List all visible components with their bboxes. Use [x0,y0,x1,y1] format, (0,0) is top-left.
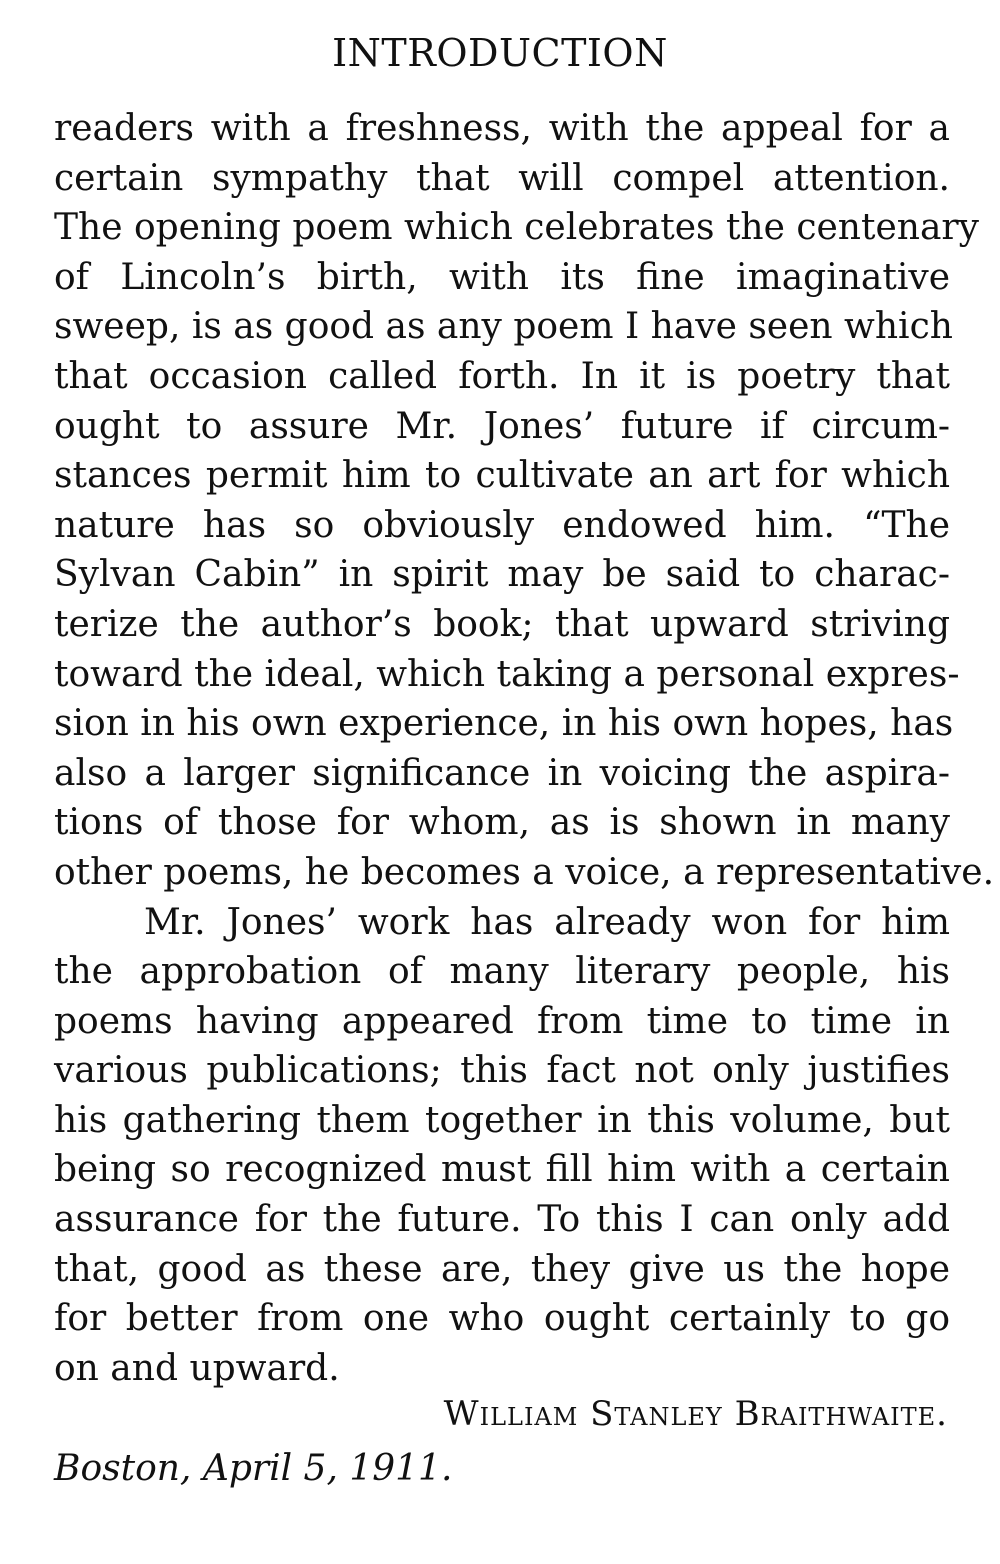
text-line: that, good as these are, they give us the hope [54,1248,950,1290]
text-line: also a larger significance in voicing the aspira- [54,752,950,794]
text-line: tions of those for whom, as is shown in many [54,802,950,844]
text-line: for better from one who ought certainly to go [54,1298,950,1340]
text-line: nature has so obviously endowed him. “The [54,504,950,546]
text-line-paragraph-end: other poems, he becomes a voice, a representative. [54,851,995,893]
text-line: ought to assure Mr. Jones’ future if circum- [54,405,950,447]
text-line: Sylvan Cabin” in spirit may be said to charac- [54,554,950,596]
author-signature: William Stanley Braithwaite. [443,1394,948,1434]
text-line: toward the ideal, which taking a personal expres- [54,653,960,695]
dateline: Boston, April 5, 1911. [54,1448,453,1489]
text-line: poems having appeared from time to time in [54,1000,950,1042]
text-line: terize the author’s book; that upward striving [54,603,950,645]
text-line: the approbation of many literary people, his [54,951,950,993]
text-line: stances permit him to cultivate an art for which [54,455,950,497]
text-line-paragraph-start: Mr. Jones’ work has already won for him [144,901,950,943]
text-line: assurance for the future. To this I can only add [54,1199,950,1241]
text-line: certain sympathy that will compel attention. [54,157,950,199]
introduction-body [54,104,995,1393]
text-line: sweep, is as good as any poem I have seen which [54,306,953,348]
text-line: various publications; this fact not only justifies [54,1050,950,1092]
running-head: INTRODUCTION [332,31,668,75]
text-line: his gathering them together in this volume, but [54,1099,950,1141]
text-line: readers with a freshness, with the appeal for a [54,108,950,149]
text-line: of Lincoln’s birth, with its fine imaginative [54,256,950,298]
text-line: sion in his own experience, in his own hopes, has [54,703,954,745]
text-line-paragraph-end: on and upward. [54,1347,340,1389]
text-line: The opening poem which celebrates the centenary [54,207,979,249]
text-line: being so recognized must fill him with a certain [54,1149,950,1191]
text-line: that occasion called forth. In it is poetry that [54,355,950,397]
